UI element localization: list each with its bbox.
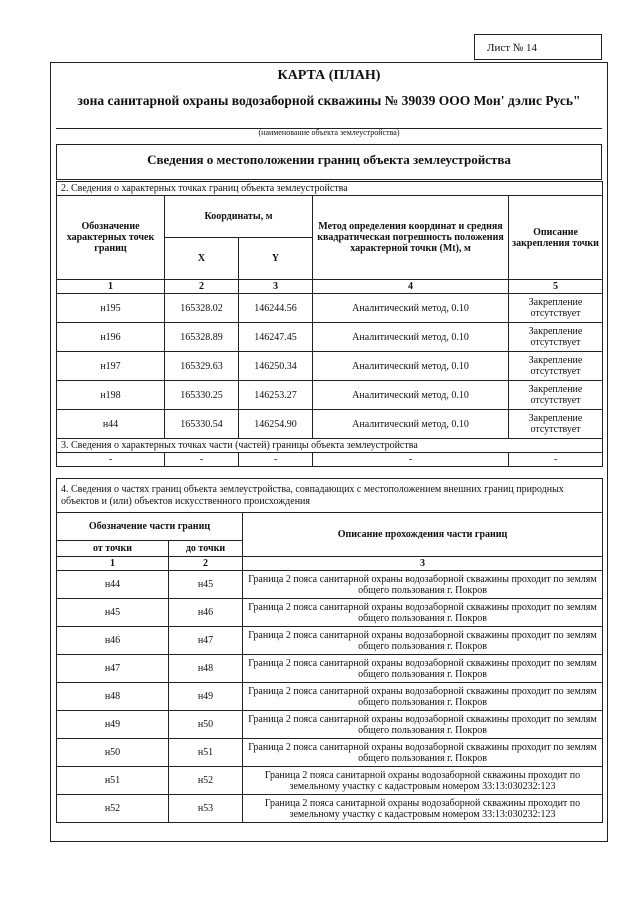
y-cell: 146250.34 <box>239 352 313 381</box>
table-row <box>57 767 603 795</box>
table-row <box>57 739 603 767</box>
to-cell: н48 <box>169 655 243 683</box>
empty-cell: - <box>57 453 165 467</box>
from-cell: н49 <box>57 711 169 739</box>
to-cell: н45 <box>169 571 243 599</box>
fixing-cell: Закрепление отсутствует <box>509 294 603 323</box>
point-cell: н195 <box>57 294 165 323</box>
method-cell: Аналитический метод, 0.10 <box>313 294 509 323</box>
point-cell: н197 <box>57 352 165 381</box>
point-cell: н196 <box>57 323 165 352</box>
empty-cell: - <box>313 453 509 467</box>
y-cell: 146247.45 <box>239 323 313 352</box>
desc-cell: Граница 2 пояса санитарной охраны водозаборной скважины проходит по землям общего пользования г. Покров <box>243 655 603 683</box>
y-cell: 146253.27 <box>239 381 313 410</box>
sheet-number: Лист № 14 <box>474 34 602 60</box>
fixing-cell: Закрепление отсутствует <box>509 352 603 381</box>
table-row <box>57 683 603 711</box>
from-cell: н44 <box>57 571 169 599</box>
from-cell: н45 <box>57 599 169 627</box>
table-row <box>57 627 603 655</box>
fixing-cell: Закрепление отсутствует <box>509 381 603 410</box>
desc-cell: Граница 2 пояса санитарной охраны водозаборной скважины проходит по землям общего пользования г. Покров <box>243 739 603 767</box>
to-cell: н49 <box>169 683 243 711</box>
section3-title: 3. Сведения о характерных точках части (частей) границы объекта землеустройства <box>57 439 603 453</box>
to-cell: н46 <box>169 599 243 627</box>
from-cell: н48 <box>57 683 169 711</box>
section4-title: 4. Сведения о частях границ объекта землеустройства, совпадающих с местоположением внешних границ природных объектов и (или) объектов искусственного происхождения <box>57 479 603 513</box>
table-row <box>57 352 603 381</box>
x-cell: 165330.54 <box>165 410 239 439</box>
empty-cell: - <box>239 453 313 467</box>
col-number: 1 <box>57 280 165 294</box>
desc-cell: Граница 2 пояса санитарной охраны водозаборной скважины проходит по землям общего пользования г. Покров <box>243 711 603 739</box>
header-method: Метод определения координат и средняя квадратическая погрешность положения характерной точки (Mt), м <box>313 196 509 280</box>
to-cell: н53 <box>169 795 243 823</box>
x-cell: 165328.02 <box>165 294 239 323</box>
col-number: 2 <box>169 557 243 571</box>
x-cell: 165330.25 <box>165 381 239 410</box>
method-cell: Аналитический метод, 0.10 <box>313 323 509 352</box>
table-row <box>57 294 603 323</box>
from-cell: н50 <box>57 739 169 767</box>
desc-cell: Граница 2 пояса санитарной охраны водозаборной скважины проходит по землям общего пользования г. Покров <box>243 683 603 711</box>
header-from: от точки <box>57 541 169 557</box>
document-title: КАРТА (ПЛАН) <box>277 68 381 83</box>
points-table <box>56 181 603 467</box>
from-cell: н51 <box>57 767 169 795</box>
subtitle-caption: (наименование объекта землеустройства) <box>258 128 400 137</box>
method-cell: Аналитический метод, 0.10 <box>313 410 509 439</box>
method-cell: Аналитический метод, 0.10 <box>313 352 509 381</box>
table-row <box>57 795 603 823</box>
table-row <box>57 410 603 439</box>
to-cell: н50 <box>169 711 243 739</box>
col-number: 3 <box>243 557 603 571</box>
parts-table <box>56 478 603 823</box>
header-y: Y <box>239 238 313 280</box>
header-desc: Описание прохождения части границ <box>243 513 603 557</box>
header-fixing: Описание закрепления точки <box>509 196 603 280</box>
table-row <box>57 711 603 739</box>
section-heading: Сведения о местоположении границ объекта землеустройства <box>56 144 602 180</box>
point-cell: н44 <box>57 410 165 439</box>
point-cell: н198 <box>57 381 165 410</box>
x-cell: 165328.89 <box>165 323 239 352</box>
y-cell: 146254.90 <box>239 410 313 439</box>
x-cell: 165329.63 <box>165 352 239 381</box>
desc-cell: Граница 2 пояса санитарной охраны водозаборной скважины проходит по земельному участку с кадастровым номером 33:13:030232:123 <box>243 767 603 795</box>
to-cell: н51 <box>169 739 243 767</box>
from-cell: н52 <box>57 795 169 823</box>
header-point: Обозначение характерных точек границ <box>57 196 165 280</box>
header-coords: Координаты, м <box>165 196 313 238</box>
table-row <box>57 655 603 683</box>
table-row <box>57 599 603 627</box>
desc-cell: Граница 2 пояса санитарной охраны водозаборной скважины проходит по землям общего пользования г. Покров <box>243 599 603 627</box>
col-number: 3 <box>239 280 313 294</box>
table-row <box>57 323 603 352</box>
desc-cell: Граница 2 пояса санитарной охраны водозаборной скважины проходит по земельному участку с кадастровым номером 33:13:030232:123 <box>243 795 603 823</box>
col-number: 2 <box>165 280 239 294</box>
desc-cell: Граница 2 пояса санитарной охраны водозаборной скважины проходит по землям общего пользования г. Покров <box>243 627 603 655</box>
fixing-cell: Закрепление отсутствует <box>509 410 603 439</box>
col-number: 4 <box>313 280 509 294</box>
col-number: 5 <box>509 280 603 294</box>
desc-cell: Граница 2 пояса санитарной охраны водозаборной скважины проходит по землям общего пользования г. Покров <box>243 571 603 599</box>
empty-cell: - <box>165 453 239 467</box>
method-cell: Аналитический метод, 0.10 <box>313 381 509 410</box>
to-cell: н47 <box>169 627 243 655</box>
header-x: X <box>165 238 239 280</box>
header-to: до точки <box>169 541 243 557</box>
document-subtitle: зона санитарной охраны водозаборной скважины № 39039 ООО Мон' дэлис Русь" <box>77 93 581 108</box>
col-number: 1 <box>57 557 169 571</box>
table-row <box>57 571 603 599</box>
from-cell: н46 <box>57 627 169 655</box>
header-part: Обозначение части границ <box>57 513 243 541</box>
fixing-cell: Закрепление отсутствует <box>509 323 603 352</box>
section2-title: 2. Сведения о характерных точках границ объекта землеустройства <box>57 182 603 196</box>
table-row <box>57 381 603 410</box>
empty-cell: - <box>509 453 603 467</box>
to-cell: н52 <box>169 767 243 795</box>
y-cell: 146244.56 <box>239 294 313 323</box>
from-cell: н47 <box>57 655 169 683</box>
table-row <box>57 453 603 467</box>
